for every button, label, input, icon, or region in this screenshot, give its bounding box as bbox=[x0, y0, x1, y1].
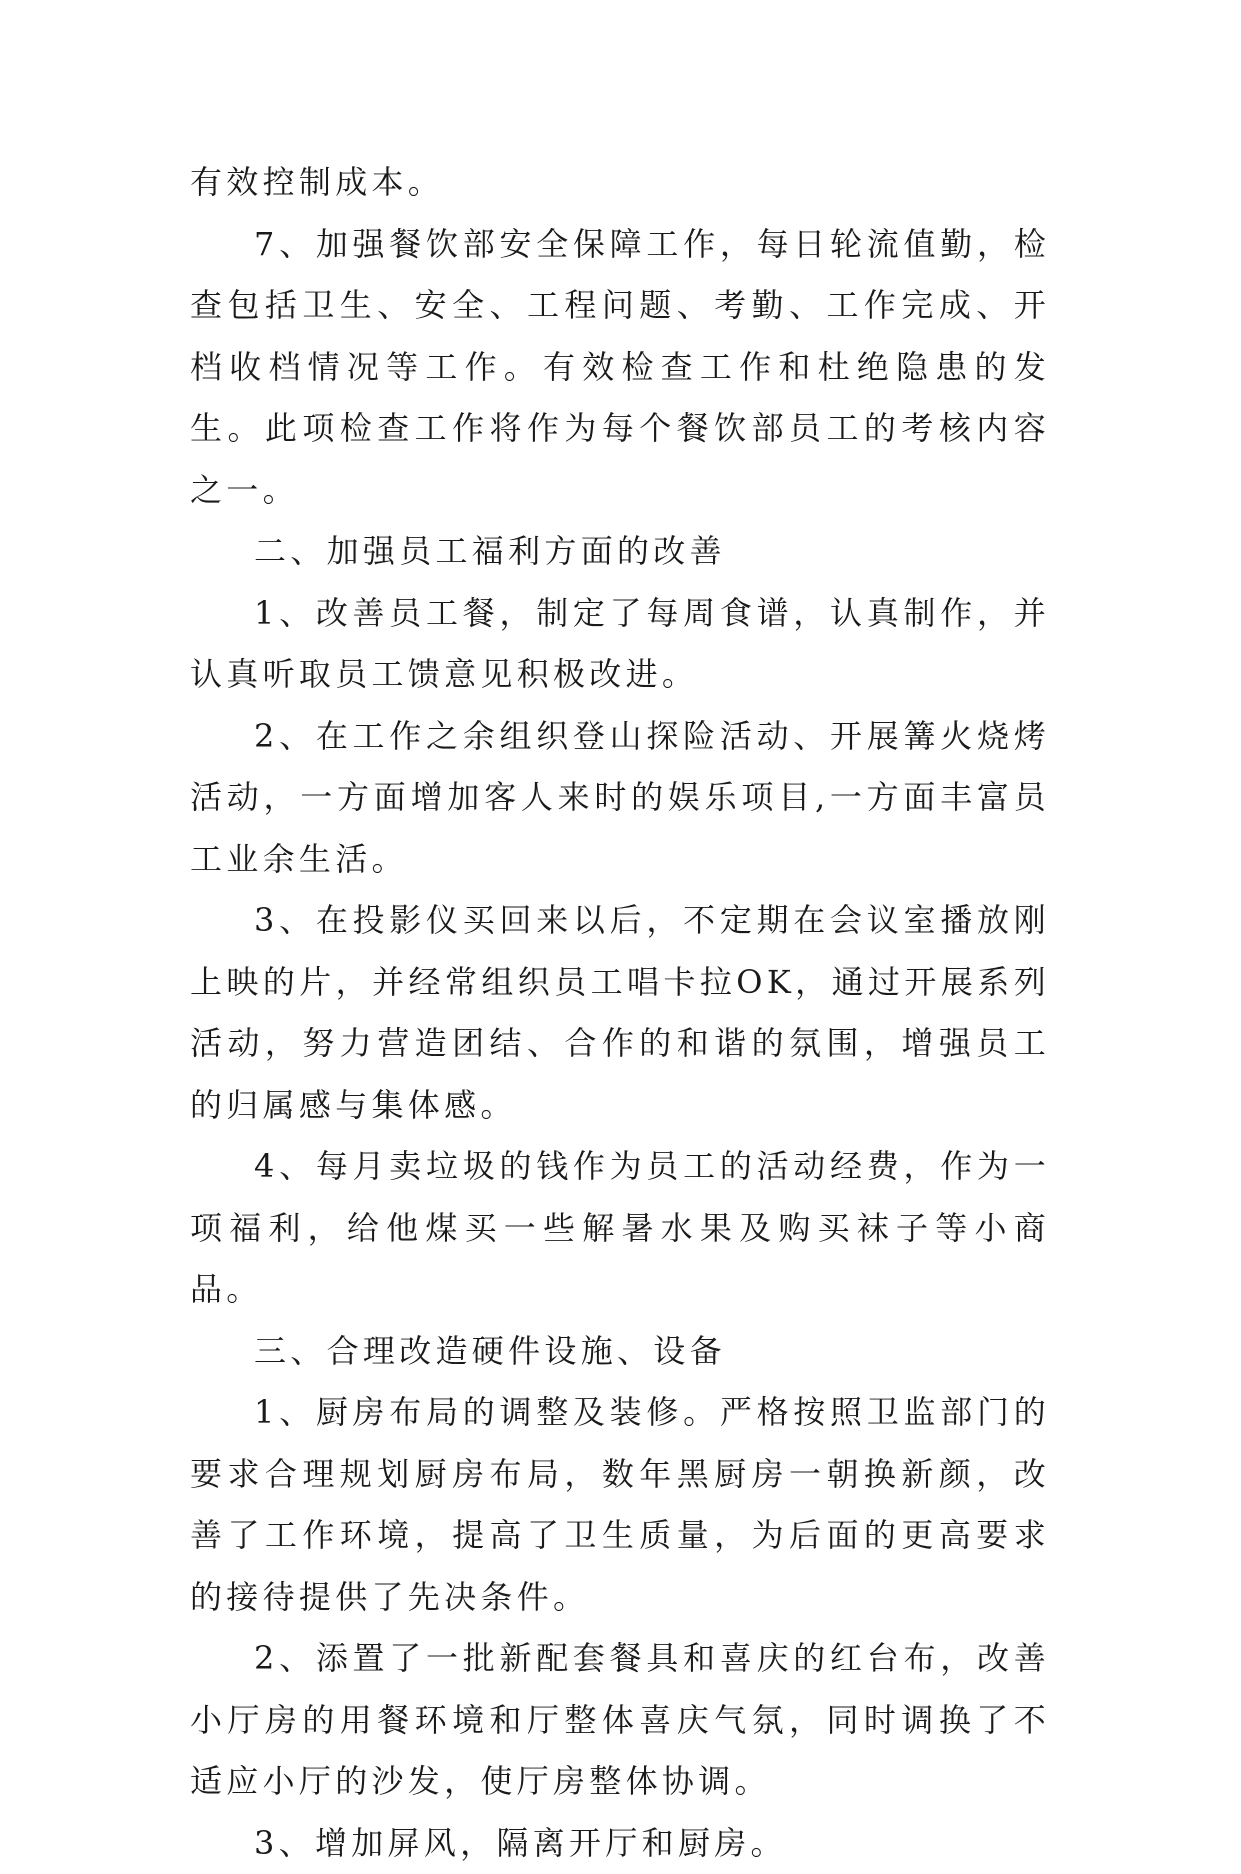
paragraph-item-1: 1、厨房布局的调整及装修。严格按照卫监部门的要求合理规划厨房布局，数年黑厨房一朝换新颜，改善了工作环境，提高了卫生质量，为后面的更高要求的接待提供了先决条件。 bbox=[190, 1382, 1050, 1628]
paragraph-item-1: 1、改善员工餐，制定了每周食谱，认真制作，并认真听取员工馈意见积极改进。 bbox=[190, 583, 1050, 706]
document-body bbox=[190, 152, 1050, 1874]
paragraph-item-2: 2、在工作之余组织登山探险活动、开展篝火烧烤活动，一方面增加客人来时的娱乐项目,一方面丰富员工业余生活。 bbox=[190, 706, 1050, 891]
paragraph-item-3: 3、在投影仪买回来以后，不定期在会议室播放刚上映的片，并经常组织员工唱卡拉OK，通过开展系列活动，努力营造团结、合作的和谐的氛围，增强员工的归属感与集体感。 bbox=[190, 890, 1050, 1136]
paragraph-item-3: 3、增加屏风，隔离开厅和厨房。 bbox=[190, 1813, 1050, 1874]
paragraph-continuation: 有效控制成本。 bbox=[190, 152, 1050, 214]
paragraph-item-2: 2、添置了一批新配套餐具和喜庆的红台布，改善小厅房的用餐环境和厅整体喜庆气氛，同时调换了不适应小厅的沙发，使厅房整体协调。 bbox=[190, 1628, 1050, 1813]
section-heading-2: 二、加强员工福利方面的改善 bbox=[190, 521, 1050, 583]
paragraph-item-4: 4、每月卖垃圾的钱作为员工的活动经费，作为一项福利，给他煤买一些解暑水果及购买袜子等小商品。 bbox=[190, 1136, 1050, 1321]
section-heading-3: 三、合理改造硬件设施、设备 bbox=[190, 1321, 1050, 1383]
paragraph-item-7: 7、加强餐饮部安全保障工作，每日轮流值勤，检查包括卫生、安全、工程问题、考勤、工作完成、开档收档情况等工作。有效检查工作和杜绝隐患的发生。此项检查工作将作为每个餐饮部员工的考核内容之一。 bbox=[190, 214, 1050, 522]
